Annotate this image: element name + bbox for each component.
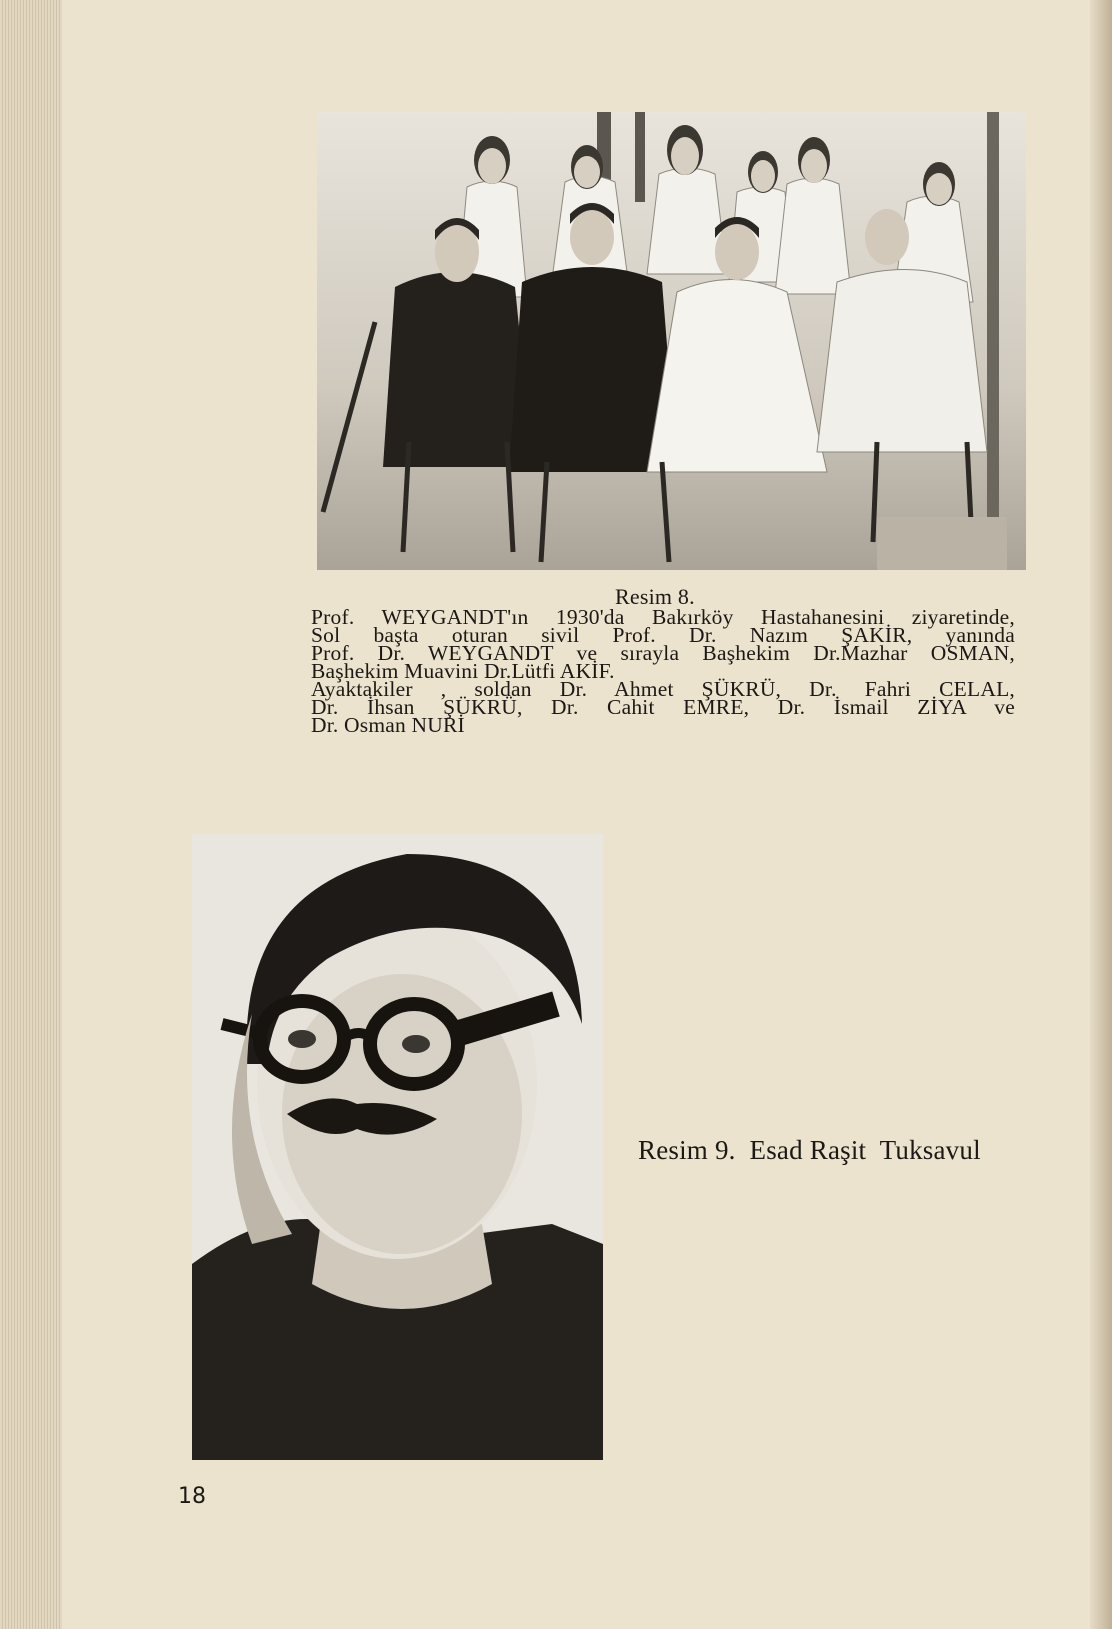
portrait-photo <box>192 834 603 1460</box>
caption-line: Sol başta oturan sivil Prof. Dr. Nazım ŞAKİR, yanında <box>311 623 1015 647</box>
caption-line: Başhekim Muavini Dr.Lütfi AKİF. <box>311 659 615 683</box>
portrait-drawing <box>192 834 603 1460</box>
book-page-edge <box>0 0 62 1629</box>
figure-8-caption <box>311 605 1015 737</box>
caption-line: Dr. Osman NURİ <box>311 713 465 737</box>
figure-8-title: Resim 8. <box>615 584 695 609</box>
group-photo <box>317 112 1026 570</box>
page-number: 18 <box>178 1484 206 1509</box>
figure-9-caption: Resim 9. Esad Raşit Tuksavul <box>638 1135 981 1165</box>
caption-line: Ayaktakiler , soldan Dr. Ahmet ŞÜKRÜ, Dr. Fahri CELAL, <box>311 677 1015 701</box>
caption-line: Prof. Dr. WEYGANDT ve sırayla Başhekim Dr.Mazhar OSMAN, <box>311 641 1015 665</box>
caption-line: Dr. İhsan ŞÜKRÜ, Dr. Cahit EMRE, Dr. İsmail ZİYA ve <box>311 695 1015 719</box>
caption-line: Prof. WEYGANDT'ın 1930'da Bakırköy Hastahanesini ziyaretinde, <box>311 605 1015 629</box>
group-photo-drawing <box>317 112 1026 570</box>
book-gutter-shadow <box>1090 0 1112 1629</box>
